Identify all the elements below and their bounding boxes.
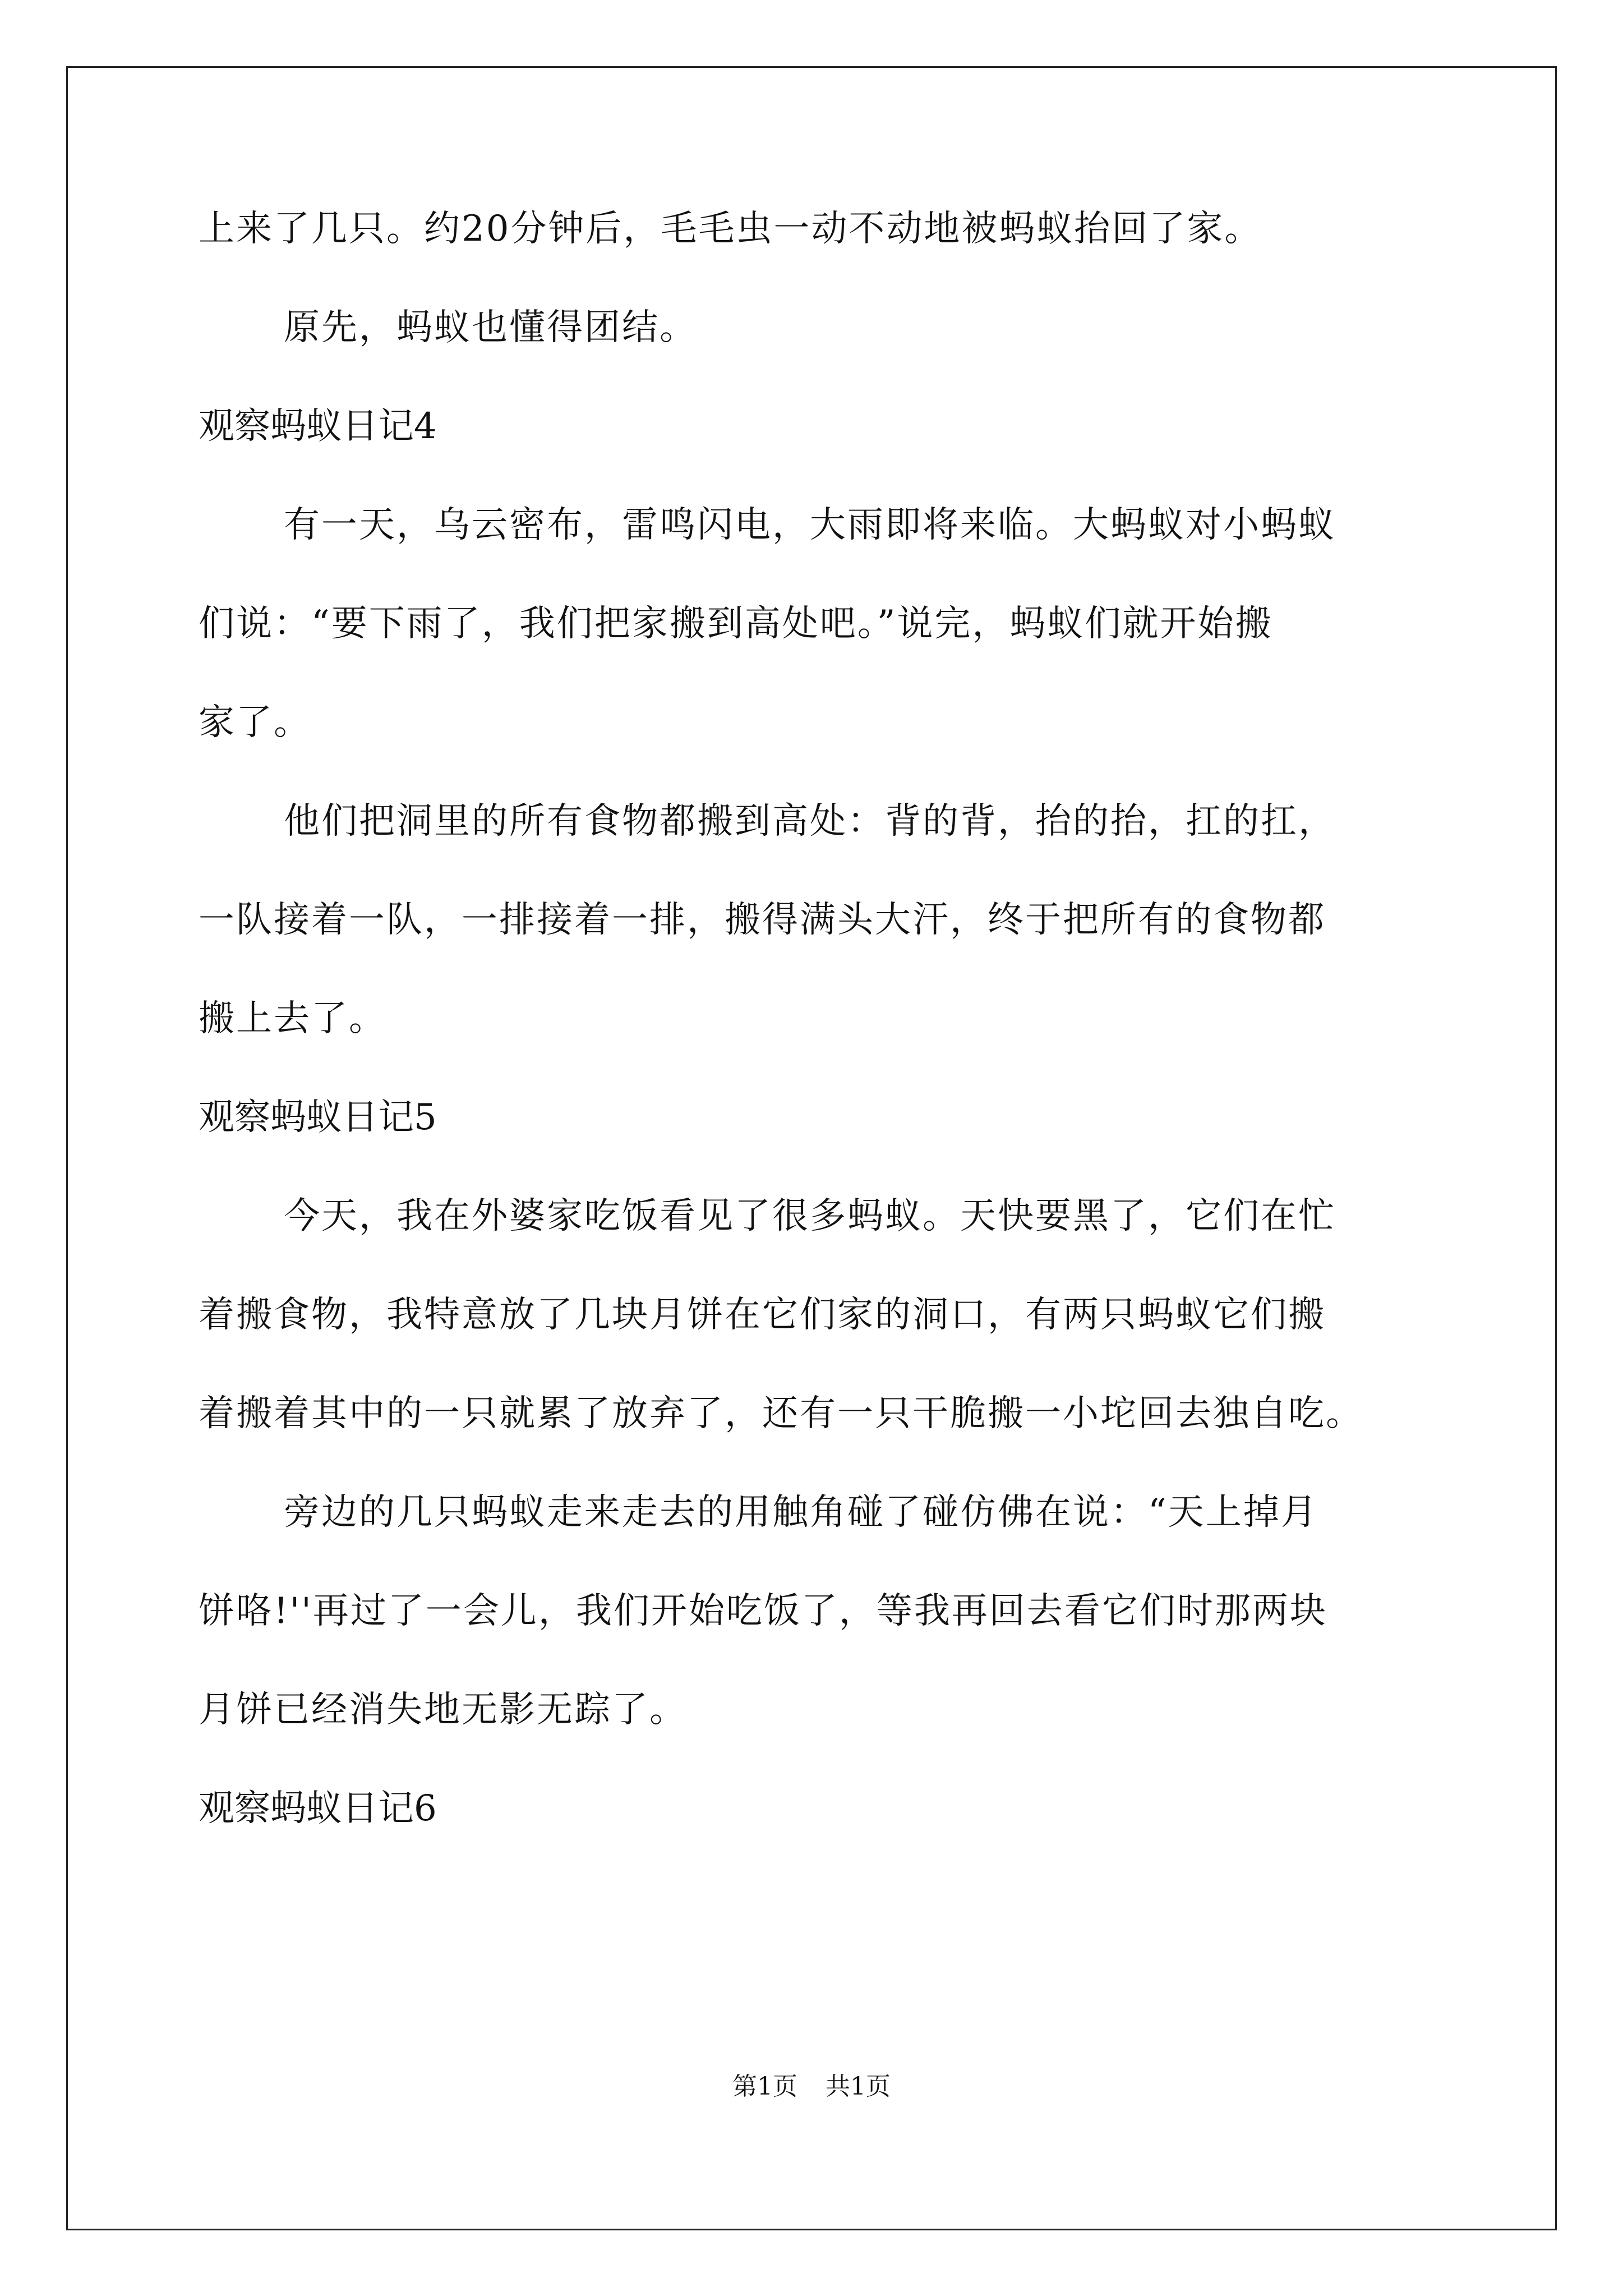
page-number: 第1页	[732, 2072, 797, 2101]
text-line: 有一天，乌云密布，雷鸣闪电，大雨即将来临。大蚂蚁对小蚂蚁	[284, 504, 1336, 546]
text-line: 们说：“要下雨了，我们把家搬到高处吧。”说完，蚂蚁们就开始搬	[199, 603, 1273, 645]
page-footer	[0, 2070, 1623, 2104]
paragraph	[199, 1189, 1432, 1441]
section-heading: 观察蚂蚁日记6	[199, 1788, 437, 1829]
paragraph	[199, 794, 1432, 1046]
text-line: 原先，蚂蚁也懂得团结。	[284, 307, 697, 348]
text-line: 月饼已经消失地无影无踪了。	[199, 1689, 687, 1731]
text-line: 今天，我在外婆家吃饭看见了很多蚂蚁。天快要黑了，它们在忙	[284, 1195, 1336, 1237]
section-heading: 观察蚂蚁日记5	[199, 1097, 437, 1138]
text-line: 一队接着一队，一排接着一排，搬得满头大汗，终于把所有的食物都	[199, 899, 1326, 941]
text-line: 他们把洞里的所有食物都搬到高处：背的背，抬的抬，扛的扛，	[284, 800, 1336, 842]
text-line: 着搬食物，我特意放了几块月饼在它们家的洞口，有两只蚂蚁它们搬	[199, 1294, 1326, 1336]
text-line: 搬上去了。	[199, 998, 386, 1039]
section-heading: 观察蚂蚁日记4	[199, 406, 437, 447]
text-line: 饼咯!''再过了一会儿，我们开始吃饭了，等我再回去看它们时那两块	[199, 1590, 1327, 1632]
paragraph	[199, 1485, 1432, 1737]
paragraph	[199, 202, 1432, 256]
text-line: 着搬着其中的一只就累了放弃了，还有一只干脆搬一小坨回去独自吃。	[199, 1393, 1363, 1434]
text-line: 上来了几只。约20分钟后，毛毛虫一动不动地被蚂蚁抬回了家。	[199, 208, 1262, 250]
paragraph	[199, 498, 1432, 749]
paragraph	[199, 301, 1432, 355]
page-total: 共1页	[826, 2072, 891, 2101]
text-line: 家了。	[199, 702, 311, 743]
text-line: 旁边的几只蚂蚁走来走去的用触角碰了碰仿佛在说：“天上掉月	[284, 1492, 1318, 1533]
document-body	[199, 202, 1432, 1880]
